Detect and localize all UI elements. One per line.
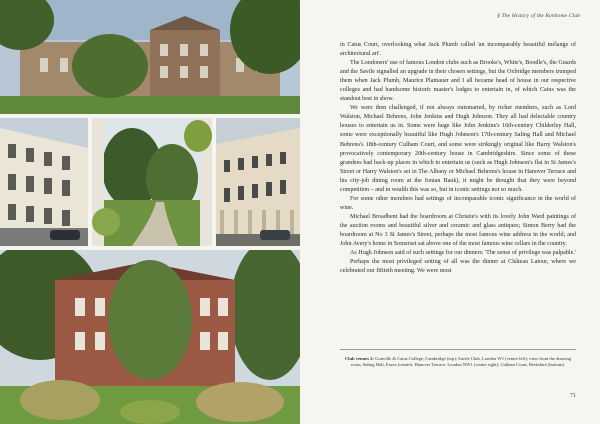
caption-lead: Club venues 2:: [344, 356, 374, 361]
caption-text: Gonville & Caius College, Cambridge (top); Savile Club, London W1 (centre left); view from the drawing room, Saling Hall, Essex (centre); Hanover Terrace, London NW1 (centre right); Culham Court, Berkshire (bottom).: [350, 356, 572, 368]
culham-court-photo: [0, 250, 300, 424]
running-head: § The History of the Ronhome Club: [497, 13, 580, 19]
paragraph: Perhaps the most privileged setting of all was the dinner at Château Latour, where we celebrated our fiftieth meeting. We were most: [340, 259, 576, 275]
saling-hall-view-photo: [92, 118, 212, 246]
caption-divider: [340, 349, 576, 350]
hanover-terrace-photo: [216, 118, 300, 246]
paragraph: We were then challenged, if not always outsmarted, by richer members, such as Lord Walston, Michael Behrens, John Jenkins and Hugh Johnson. They all had delectable country houses to entertain us in. Some were huge like John Jenkins's 16th-century Childerley Hall, some were exceptionally beautiful like Hugh Johnson's 17th-century Saling Hall and Michael Behrens's 18th-century Culham Court, and some were strikingly original like Harry Walston's provocatively contemporary 20th-century house in Cambridgeshire. Since some of these grandees had back-up places in which to entertain us (such as Hugh Johnson's flat in St James's Street or Harry Walston's set in The Albany or Michael Behrens's house in Hanover Terrace and his city-job dining room at the Ionian Bank), it might be thought that they were beyond competition – and in wealth this was so, but in iconic settings not so much.: [340, 105, 576, 193]
paragraph: in Caius Court, overlooking what Jack Plumb called 'an incomparably beautiful mélange of architectural art'.: [340, 42, 576, 58]
paragraph: As Hugh Johnson said of such settings for our dinners: 'The sense of privilege was palpable.': [350, 250, 576, 257]
body-text: [340, 41, 576, 276]
paragraph: The Londoners' use of famous London clubs such as Brooks's, White's, Boodle's, the Guards and the Savile signalled an upgrade in their chosen settings, but the Oxbridge members trumped them when Jack Plumb, Maurice Platnauer and I all became head of house in our respective colleges and had handsome historic master's lodges to entertain in, of which Caius was the standout best in show.: [340, 60, 576, 103]
page-number: 71: [570, 393, 576, 399]
paragraph: Michael Broadbent had the boardroom at Christie's with its lovely John Ward paintings of the auction rooms and beautiful silver and ceramic and glass antiques; Simon Berry had the boardroom at No 3 St James's Street, perhaps the most famous wine address in the world; and John Avery's home in Somerset sat above one of the most famous wine cellars in the country.: [340, 213, 576, 248]
photo-caption: [340, 356, 576, 368]
savile-club-photo: [0, 118, 88, 246]
gonville-caius-college-photo: [0, 0, 300, 114]
paragraph: For some other members had settings of incomparable iconic significance in the world of wine.: [340, 195, 576, 211]
